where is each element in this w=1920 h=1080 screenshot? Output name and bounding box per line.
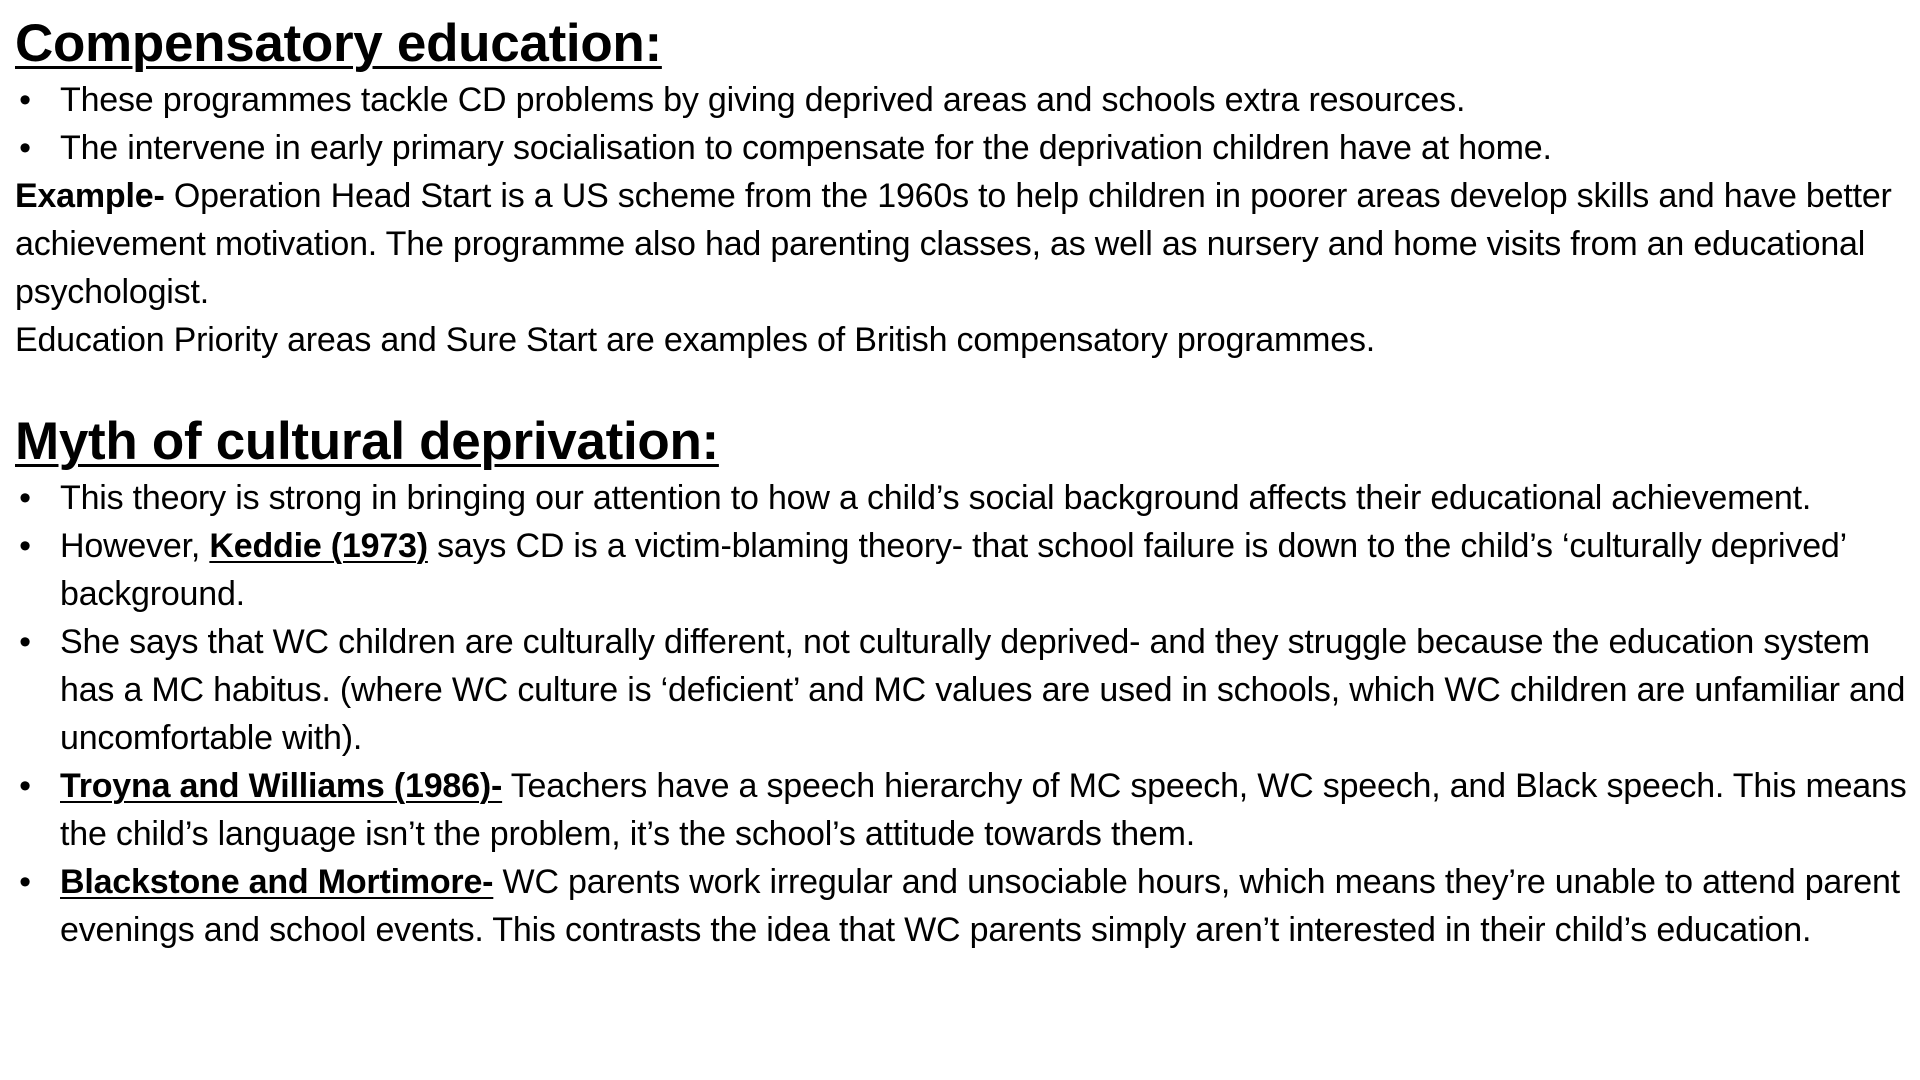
myth-bullet-list	[15, 474, 1910, 954]
bullet-icon: •	[19, 129, 31, 167]
bullet-text-post: WC parents work irregular and unsociable hours, which means they’re unable to attend parent evenings and school events. This contrasts the idea that WC parents simply aren’t interested in their child’s education.	[60, 863, 1900, 949]
example-label: Example-	[15, 177, 165, 215]
list-item	[15, 762, 1910, 858]
list-item	[15, 124, 1910, 172]
bullet-icon: •	[19, 767, 31, 805]
example-paragraph	[15, 172, 1910, 316]
slide-content	[15, 12, 1910, 954]
bullet-text-post: Teachers have a speech hierarchy of MC speech, WC speech, and Black speech. This means the child’s language isn’t the problem, it’s the school’s attitude towards them.	[60, 767, 1907, 853]
troyna-williams-reference: Troyna and Williams (1986)-	[60, 767, 503, 805]
myth-cultural-deprivation-section	[15, 410, 1910, 954]
bullet-text-post: says CD is a victim-blaming theory- that school failure is down to the child’s ‘culturally deprived’ background.	[60, 527, 1846, 613]
bullet-icon: •	[19, 863, 31, 901]
bullet-icon: •	[19, 527, 31, 565]
list-item	[15, 858, 1910, 954]
compensatory-education-section	[15, 12, 1910, 364]
example-text: Operation Head Start is a US scheme from the 1960s to help children in poorer areas develop skills and have better achievement motivation. The programme also had parenting classes, as well as nursery and home visits from an educational psychologist.	[15, 177, 1892, 311]
myth-cultural-deprivation-heading: Myth of cultural deprivation:	[15, 412, 719, 471]
list-item	[15, 76, 1910, 124]
bullet-text: These programmes tackle CD problems by giving deprived areas and schools extra resources.	[60, 81, 1466, 119]
bullet-icon: •	[19, 479, 31, 517]
bullet-text: The intervene in early primary socialisation to compensate for the deprivation children have at home.	[60, 129, 1552, 167]
compensatory-bullet-list	[15, 76, 1910, 172]
compensatory-education-heading: Compensatory education:	[15, 14, 662, 73]
bullet-icon: •	[19, 623, 31, 661]
bullet-text-pre: However,	[60, 527, 210, 565]
bullet-text: This theory is strong in bringing our attention to how a child’s social background affects their educational achievement.	[60, 479, 1812, 517]
list-item	[15, 522, 1910, 618]
list-item	[15, 474, 1910, 522]
british-programmes-paragraph: Education Priority areas and Sure Start are examples of British compensatory programmes.	[15, 321, 1376, 359]
keddie-reference: Keddie (1973)	[209, 527, 428, 565]
bullet-text: She says that WC children are culturally different, not culturally deprived- and they struggle because the education system has a MC habitus. (where WC culture is ‘deficient’ and MC values are used in schools, which WC children are unfamiliar and uncomfortable with).	[60, 623, 1906, 757]
bullet-icon: •	[19, 81, 31, 119]
blackstone-mortimore-reference: Blackstone and Mortimore-	[60, 863, 494, 901]
list-item	[15, 618, 1910, 762]
